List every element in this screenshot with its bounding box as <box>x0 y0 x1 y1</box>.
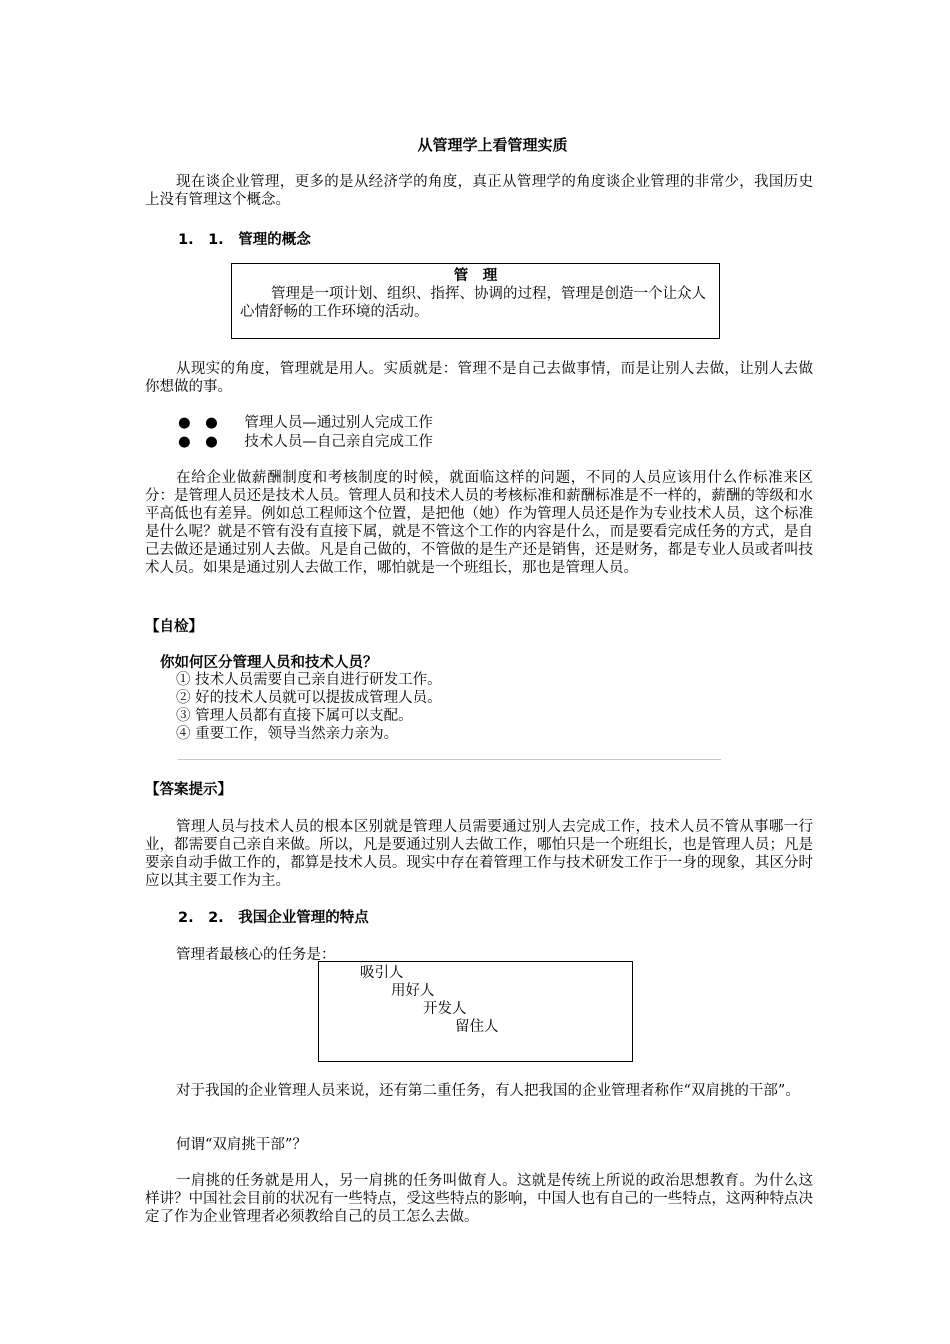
bullet-mark: ● ● <box>178 415 218 431</box>
task-item: 留住人 <box>455 1019 499 1035</box>
bullet-text: 管理人员—通过别人完成工作 <box>244 415 433 431</box>
education-paragraph: 一肩挑的任务就是用人，另一肩挑的任务叫做育人。这就是传统上所说的政治思想教育。为什么这样讲？中国社会目前的状况有一些特点，受这些特点的影响，中国人也有自己的一些特点，这两种特点决定了作为企业管理者必须教给自己的员工怎么去做。 <box>145 1173 813 1225</box>
core-task-intro: 管理者最核心的任务是： <box>176 947 336 963</box>
page-title: 从管理学上看管理实质 <box>417 136 568 154</box>
dual-role-paragraph: 对于我国的企业管理人员来说，还有第二重任务，有人把我国的企业管理者称作“双肩挑的干部”。 <box>176 1083 800 1099</box>
dual-role-question: 何谓“双肩挑干部”？ <box>176 1137 307 1153</box>
selfcheck-option: ① 技术人员需要自己亲自进行研发工作。 <box>176 672 442 688</box>
definition-box <box>231 263 720 339</box>
bullet-mark: ● ● <box>178 434 218 450</box>
answer-paragraph: 管理人员与技术人员的根本区别就是管理人员需要通过别人去完成工作，技术人员不管从事哪一行业，都需要自己亲自来做。所以，凡是要通过别人去做工作，哪怕只是一个班组长，也是管理人员；凡是要亲自动手做工作的，都算是技术人员。现实中存在着管理工作与技术研发工作于一身的现象，其区分时应以其主要工作为主。 <box>145 819 813 889</box>
selfcheck-question: 你如何区分管理人员和技术人员？ <box>160 655 378 671</box>
answer-label: 【答案提示】 <box>145 782 232 798</box>
bullet-item-technician <box>178 433 433 451</box>
core-task-box <box>318 961 633 1062</box>
bullet-text: 技术人员—自己亲自完成工作 <box>244 434 433 450</box>
selfcheck-label: 【自检】 <box>145 619 203 635</box>
selfcheck-option: ② 好的技术人员就可以提拔成管理人员。 <box>176 690 442 706</box>
bullet-item-manager <box>178 414 433 432</box>
definition-box-text: 管理是一项计划、组织、指挥、协调的过程，管理是创造一个让众人心情舒畅的工作环境的活动。 <box>240 286 706 320</box>
salary-paragraph: 在给企业做薪酬制度和考核制度的时候，就面临这样的问题，不同的人员应该用什么作标准来区分：是管理人员还是技术人员。管理人员和技术人员的考核标准和薪酬标准是不一样的，薪酬的等级和水平高低也有差异。例如总工程师这个位置，是把他（她）作为管理人员还是作为专业技术人员，这个标准是什么呢？就是不管有没有直接下属，就是不管这个工作的内容是什么，而是要看完成任务的方式，是自己去做还是通过别人去做。凡是自己做的，不管做的是生产还是销售，还是财务，都是专业人员或者叫技术人员。如果是通过别人去做工作，哪怕就是一个班组长，那也是管理人员。 <box>145 470 813 576</box>
section-divider <box>178 759 721 760</box>
reality-paragraph: 从现实的角度，管理就是用人。实质就是：管理不是自己去做事情，而是让别人去做，让别人去做你想做的事。 <box>145 361 813 395</box>
task-item: 开发人 <box>423 1001 467 1017</box>
section-heading-1: 1. 1. 管理的概念 <box>178 232 311 248</box>
intro-paragraph: 现在谈企业管理，更多的是从经济学的角度，真正从管理学的角度谈企业管理的非常少，我国历史上没有管理这个概念。 <box>145 174 813 208</box>
task-item: 吸引人 <box>360 965 404 981</box>
selfcheck-option: ④ 重要工作，领导当然亲力亲为。 <box>176 726 399 742</box>
section-heading-2: 2. 2. 我国企业管理的特点 <box>178 910 369 926</box>
definition-box-heading: 管 理 <box>453 268 498 284</box>
task-item: 用好人 <box>391 983 435 999</box>
selfcheck-option: ③ 管理人员都有直接下属可以支配。 <box>176 708 413 724</box>
selfcheck-options <box>176 671 442 743</box>
